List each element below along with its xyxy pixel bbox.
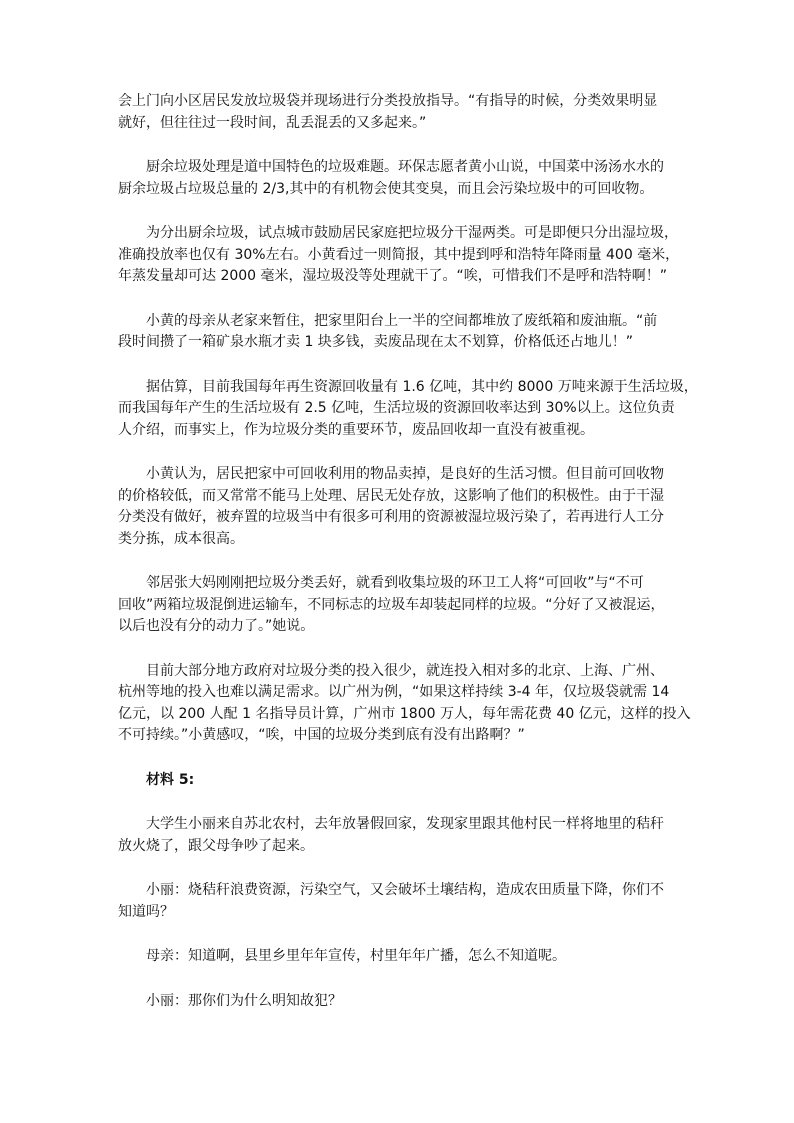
text-line: 为分出厨余垃圾，试点城市鼓励居民家庭把垃圾分干湿两类。可是即便只分出湿垃圾，	[146, 225, 678, 241]
text-line: 就好，但往往过一段时间，乱丢混丢的又多起来。”	[118, 114, 427, 131]
text-line: 人介绍，而事实上，作为垃圾分类的重要环节，废品回收却一直没有被重视。	[118, 421, 594, 438]
text-line: 分类没有做好，被弃置的垃圾当中有很多可利用的资源被湿垃圾污染了，若再进行人工分	[118, 509, 664, 525]
paragraph	[118, 946, 698, 968]
text-line: 放火烧了，跟父母争吵了起来。	[118, 837, 314, 854]
text-line: 回收”两箱垃圾混倒进运输车，不同标志的垃圾车却装起同样的垃圾。“分好了又被混运，	[118, 596, 665, 613]
text-line: 段时间攒了一箱矿泉水瓶才卖 1 块多钱，卖废品现在太不划算，价格低还占地儿！”	[118, 334, 634, 350]
text-line: 不可持续。”小黄感叹，“唉，中国的垃圾分类到底有没有出路啊？”	[118, 727, 525, 743]
text-line: 小丽：烧秸秆浪费资源，污染空气，又会破坏土壤结构，造成农田质量下降，你们不	[146, 882, 664, 898]
paragraph	[118, 814, 698, 857]
document-page	[118, 91, 698, 1035]
text-line: 邻居张大妈刚刚把垃圾分类丢好，就看到收集垃圾的环卫工人将“可回收”与“不可	[146, 575, 644, 591]
paragraph	[118, 223, 698, 288]
paragraph	[118, 311, 698, 354]
text-line: 类分拣，成本很高。	[118, 530, 244, 547]
paragraphs-before	[118, 91, 698, 747]
text-line: 以后也没有分的动力了。”她说。	[118, 618, 315, 634]
text-line: 小丽：那你们为什么明知故犯？	[146, 992, 342, 1009]
text-line: 准确投放率也仅有 30%左右。小黄看过一则简报，其中提到呼和浩特年降雨量 400 毫米，	[118, 246, 680, 263]
text-line: 据估算，目前我国每年再生资源回收量有 1.6 亿吨，其中约 8000 万吨来源于生活垃圾，	[146, 378, 698, 395]
text-line: 知道吗？	[118, 903, 174, 920]
text-line: 年蒸发量却可达 2000 毫米，湿垃圾没等处理就干了。“唉，可惜我们不是呼和浩特啊！”	[118, 268, 668, 284]
paragraphs-after	[118, 814, 698, 1012]
text-line: 厨余垃圾处理是道中国特色的垃圾难题。环保志愿者黄小山说，中国菜中汤汤水水的	[146, 159, 664, 175]
text-line: 杭州等地的投入也难以满足需求。以广州为例，“如果这样持续 3-4 年，仅垃圾袋就需 14	[118, 684, 670, 700]
paragraph	[118, 464, 698, 550]
text-line: 目前大部分地方政府对垃圾分类的投入很少，就连投入相对多的北京、上海、广州、	[146, 662, 664, 679]
text-line: 大学生小丽来自苏北农村，去年放暑假回家，发现家里跟其他村民一样将地里的秸秆	[146, 816, 664, 832]
paragraph	[118, 573, 698, 638]
paragraph	[118, 991, 698, 1013]
text-line: 的价格较低，而又常常不能马上处理、居民无处存放，这影响了他们的积极性。由于干湿	[118, 487, 664, 504]
paragraph	[118, 880, 698, 923]
paragraph	[118, 377, 698, 442]
text-line: 厨余垃圾占垃圾总量的 2/3,其中的有机物会使其变臭，而且会污染垃圾中的可回收物。	[118, 180, 654, 197]
text-line: 亿元，以 200 人配 1 名指导员计算，广州市 1800 万人，每年需花费 40 亿元，这样的投入	[118, 705, 691, 722]
paragraph	[118, 661, 698, 747]
text-line: 母亲：知道啊，县里乡里年年宣传，村里年年广播，怎么不知道呢。	[146, 948, 566, 964]
text-line: 小黄认为，居民把家中可回收利用的物品卖掉，是良好的生活习惯。但目前可回收物	[146, 466, 664, 482]
section-heading: 材料 5:	[146, 771, 195, 788]
paragraph	[118, 91, 698, 134]
text-line: 会上门向小区居民发放垃圾袋并现场进行分类投放指导。“有指导的时候，分类效果明显	[118, 93, 658, 109]
paragraph	[118, 157, 698, 200]
text-line: 而我国每年产生的生活垃圾有 2.5 亿吨，生活垃圾的资源回收率达到 30%以上。这位负责	[118, 400, 675, 416]
text-line: 小黄的母亲从老家来暂住，把家里阳台上一半的空间都堆放了废纸箱和废油瓶。“前	[146, 312, 658, 329]
